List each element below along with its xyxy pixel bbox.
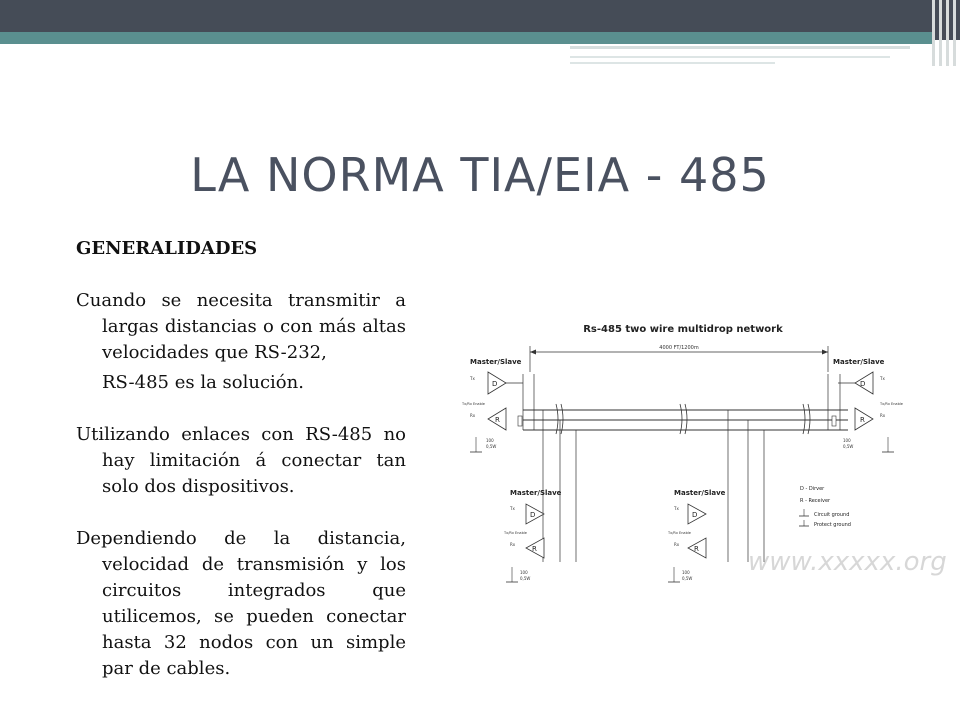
watt-label: 0,5W	[682, 576, 693, 581]
resistor-label: 100	[682, 570, 690, 575]
decor-line	[570, 46, 910, 49]
enable-label: Tx/Rx Enable	[504, 531, 527, 535]
legend-receiver: R - Receiver	[800, 498, 831, 504]
cable-break-marks	[556, 404, 810, 434]
node-label: Master/Slave	[510, 489, 562, 497]
section-heading: GENERALIDADES	[76, 238, 258, 259]
legend-protect-ground: Protect ground	[814, 522, 851, 528]
node-left	[461, 358, 534, 452]
bus-lines	[523, 410, 848, 430]
paragraph-transmit: Cuando se necesita transmitir a largas distancias o con más altas velocidades que RS-232,	[76, 290, 406, 363]
resistor-label: 100	[520, 570, 528, 575]
node-right	[828, 358, 903, 452]
diagram-title: Rs-485 two wire multidrop network	[583, 324, 783, 335]
rs485-network-diagram	[448, 312, 947, 612]
watt-label: 0,5W	[520, 576, 531, 581]
tx-label: Tx	[510, 506, 515, 511]
enable-label: Tx/Rx Enable	[462, 402, 485, 406]
node-label: Master/Slave	[470, 358, 522, 366]
decor-line	[570, 56, 890, 58]
enable-label: Tx/Rx Enable	[880, 402, 903, 406]
watt-label: 0,5W	[843, 444, 854, 449]
tx-label: Tx	[880, 376, 885, 381]
driver-symbol: D	[692, 511, 698, 519]
enable-label: Tx/Rx Enable	[668, 531, 691, 535]
legend-driver: D - Dirver	[800, 486, 825, 492]
distance-dimension	[530, 345, 828, 372]
distance-label: 4000 FT/1200m	[659, 345, 699, 351]
decor-line	[570, 62, 775, 64]
node-label: Master/Slave	[674, 489, 726, 497]
slide-title: LA NORMA TIA/EIA - 485	[190, 148, 770, 202]
slide-body	[76, 236, 406, 708]
rx-label: Rx	[674, 542, 680, 547]
resistor-label: 100	[486, 438, 494, 443]
receiver-symbol: R	[694, 545, 699, 553]
resistor-label: 100	[843, 438, 851, 443]
paragraph-solution: RS-485 es la solución.	[102, 372, 304, 393]
driver-symbol: D	[860, 380, 866, 388]
watt-label: 0,5W	[486, 444, 497, 449]
corner-stripes	[930, 0, 960, 66]
driver-symbol: D	[492, 380, 498, 388]
rx-label: Rx	[510, 542, 516, 547]
receiver-symbol: R	[532, 545, 537, 553]
paragraph-nodes: Dependiendo de la distancia, velocidad de transmisión y los circuitos integrados que utilicemos, se pueden conectar hasta 32 nodos con un simple par de cables.	[76, 528, 406, 679]
node-bottom-left	[498, 410, 578, 582]
receiver-symbol: R	[495, 416, 500, 424]
diagram-legend	[799, 486, 851, 528]
rx-label: Rx	[880, 413, 886, 418]
top-accent-stripe	[0, 32, 935, 44]
rx-label: Rx	[470, 413, 476, 418]
driver-symbol: D	[530, 511, 536, 519]
node-label: Master/Slave	[833, 358, 885, 366]
legend-circuit-ground: Circuit ground	[814, 512, 850, 518]
watermark: www.xxxxx.org	[748, 547, 947, 577]
receiver-symbol: R	[860, 416, 865, 424]
tx-label: Tx	[674, 506, 679, 511]
tx-label: Tx	[470, 376, 475, 381]
paragraph-links: Utilizando enlaces con RS-485 no hay limitación á conectar tan solo dos dispositivos.	[76, 424, 406, 497]
